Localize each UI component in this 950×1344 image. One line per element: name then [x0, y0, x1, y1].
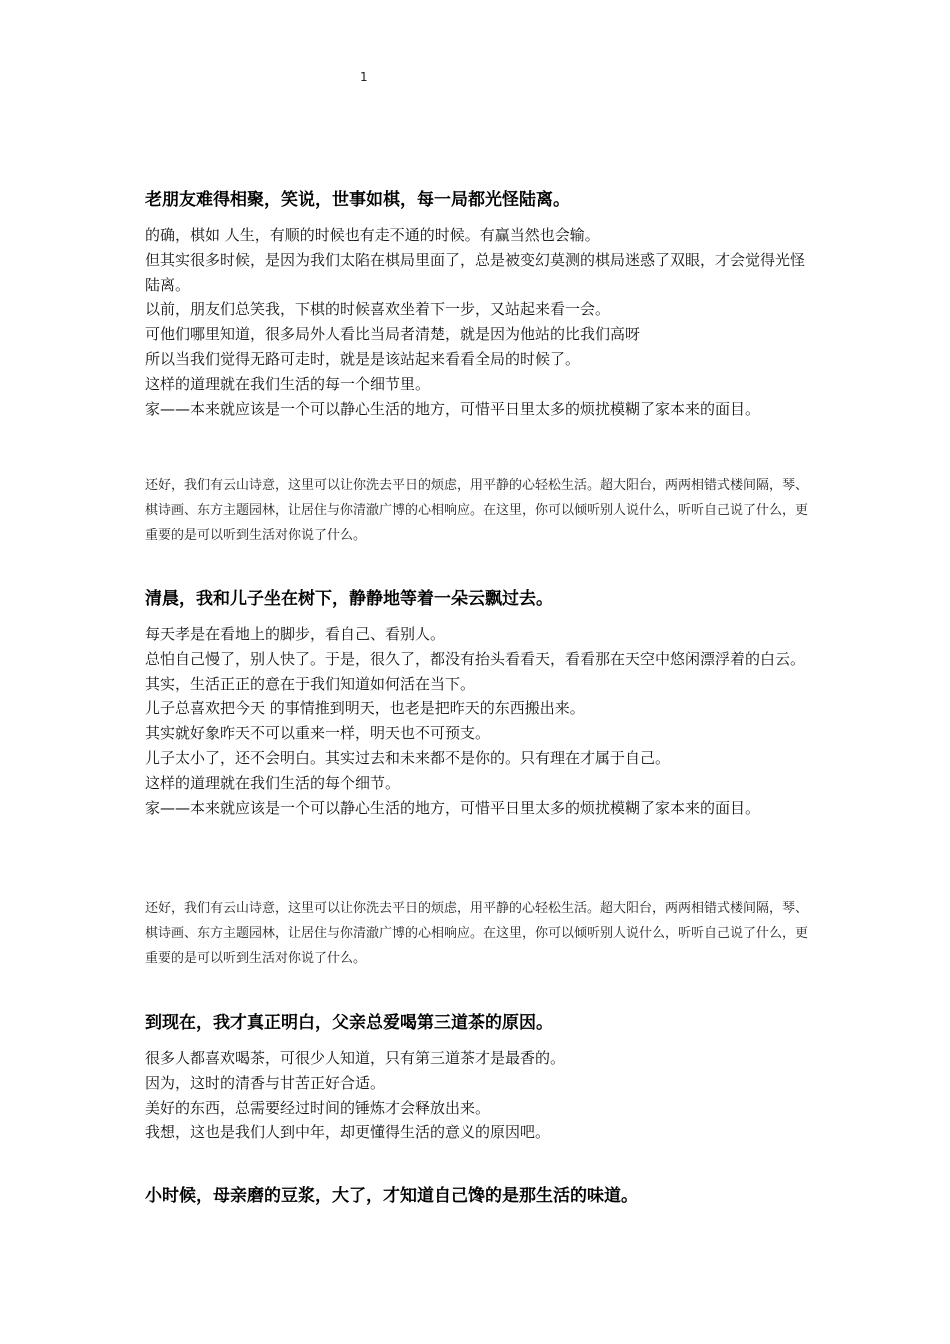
paragraph: 的确，棋如 人生，有顺的时候也有走不通的时候。有赢当然也会输。 — [145, 226, 600, 244]
section-tea — [145, 1010, 810, 1145]
paragraph: 家——本来就应该是一个可以静心生活的地方，可惜平日里太多的烦扰模糊了家本来的面目。 — [145, 399, 761, 418]
paragraph: 这样的道理就在我们生活的每个细节。 — [145, 773, 401, 792]
section-title: 清晨，我和儿子坐在树下，静静地等着一朵云飘过去。 — [145, 589, 553, 609]
paragraph: 其实就好象昨天不可以重来一样，明天也不可预支。 — [145, 724, 491, 743]
section-title: 小时候，母亲磨的豆浆，大了，才知道自己馋的是那生活的味道。 — [145, 1186, 638, 1206]
paragraph: 这样的道理就在我们生活的每一个细节里。 — [145, 374, 431, 393]
paragraph: 因为，这时的清香与甘苦正好合适。 — [145, 1073, 386, 1092]
paragraph: 每天孝是在看地上的脚步，看自己、看别人。 — [145, 625, 446, 643]
paragraph: 但其实很多时候，是因为我们太陷在棋局里面了，总是被变幻莫测的棋局迷惑了双眼，才会觉得光怪陆离。 — [145, 250, 806, 294]
section-clouds — [145, 586, 810, 820]
paragraph: 儿子太小了，还不会明白。其实过去和未来都不是你的。只有理在才属于自己。 — [145, 748, 671, 767]
paragraph: 很多人都喜欢喝茶，可很少人知道，只有第三道茶才是最香的。 — [145, 1049, 566, 1067]
paragraph: 美好的东西，总需要经过时间的锤炼才会释放出来。 — [145, 1098, 491, 1117]
section-chess — [145, 187, 810, 421]
promo-note: 还好，我们有云山诗意，这里可以让你洗去平日的烦虑，用平静的心轻松生活。超大阳台，两两相错式楼间隔，琴、棋诗画、东方主题园林，让居住与你清澈广博的心相响应。在这里，你可以倾听别人说什么，听听自己说了什么，更重要的是可以听到生活对你说了什么。 — [145, 478, 809, 543]
section-soymilk — [145, 1183, 810, 1219]
paragraph: 以前，朋友们总笑我，下棋的时候喜欢坐着下一步，又站起来看一会。 — [145, 300, 611, 319]
paragraph: 儿子总喜欢把今天 的事情推到明天，也老是把昨天的东西搬出来。 — [145, 699, 585, 718]
paragraph: 我想，这也是我们人到中年，却更懂得生活的意义的原因吧。 — [145, 1123, 551, 1142]
paragraph: 其实，生活正正的意在于我们知道如何活在当下。 — [145, 674, 476, 693]
page-number: 1 — [360, 70, 368, 84]
paragraph: 家——本来就应该是一个可以静心生活的地方，可惜平日里太多的烦扰模糊了家本来的面目。 — [145, 798, 761, 817]
promo-note: 还好，我们有云山诗意，这里可以让你洗去平日的烦虑，用平静的心轻松生活。超大阳台，两两相错式楼间隔，琴、棋诗画、东方主题园林，让居住与你清澈广博的心相响应。在这里，你可以倾听别人说什么，听听自己说了什么，更重要的是可以听到生活对你说了什么。 — [145, 901, 809, 966]
section-title: 老朋友难得相聚，笑说，世事如棋，每一局都光怪陆离。 — [145, 190, 570, 210]
paragraph: 可他们哪里知道，很多局外人看比当局者清楚，就是因为他站的比我们高呀 — [145, 325, 641, 344]
paragraph: 所以当我们觉得无路可走时，就是是该站起来看看全局的时候了。 — [145, 349, 581, 368]
section-title: 到现在，我才真正明白，父亲总爱喝第三道茶的原因。 — [145, 1013, 553, 1033]
paragraph: 总怕自己慢了，别人快了。于是，很久了，都没有抬头看看天，看看那在天空中悠闲漂浮着的白云。 — [145, 649, 806, 668]
